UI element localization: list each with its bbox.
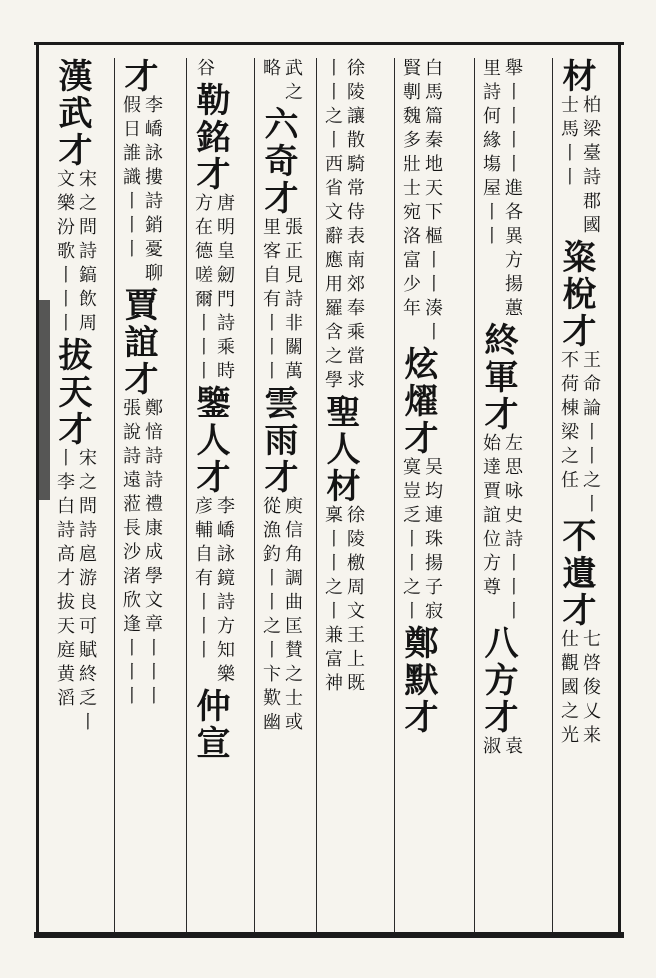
heading-term: 六奇才 [258, 106, 298, 217]
annotation-pair [398, 457, 442, 625]
heading-term: 賈誼才 [118, 287, 158, 398]
annotation-pair [258, 217, 302, 385]
annotation-pair [478, 736, 522, 760]
annotation-line: 徐陵檄周文王上既 [344, 505, 365, 697]
annotation-line: 張正見詩非關萬 [282, 217, 303, 385]
heading-term: 粢梲才 [556, 239, 596, 350]
annotation-line: 庾信角調曲匡賛之士或 [282, 496, 303, 736]
annotation-line: 李嶠詠摟詩銷憂聊 [142, 95, 163, 287]
heading-term: 聖人材 [320, 394, 360, 505]
annotation-line: 文樂汾歌丨丨丨 [54, 169, 75, 337]
annotation-pair [258, 496, 302, 736]
column-divider [552, 58, 553, 932]
heading-term: 雲雨才 [258, 385, 298, 496]
annotation-pair [320, 58, 364, 394]
annotation-line: 唐明皇劒門詩乘時 [214, 193, 235, 385]
text-column [478, 58, 522, 928]
text-column [320, 58, 364, 928]
text-column [52, 58, 96, 928]
annotation-line: 宋之問詩扈游良可賦終乏丨 [76, 448, 97, 736]
annotation-pair [118, 398, 162, 710]
annotation-line: 白馬篇秦地天下樞丨丨湊丨 [422, 58, 443, 346]
annotation-line: 賢剸魏多壯士宛洛富少年 [400, 58, 421, 322]
annotation-pair [258, 58, 302, 106]
annotation-pair [478, 58, 522, 322]
heading-term: 拔天才 [52, 337, 92, 448]
text-column [190, 58, 234, 928]
annotation-line: 仕觀國之光 [558, 629, 579, 749]
heading-term: 八方才 [478, 625, 518, 736]
column-divider [316, 58, 317, 932]
column-divider [474, 58, 475, 932]
right-border [618, 42, 621, 934]
heading-term: 仲宣 [190, 688, 230, 762]
annotation-pair [190, 496, 234, 688]
annotation-line: 始達賈誼位方尊 [480, 433, 501, 601]
annotation-line: 里詩何緣塲屋丨丨 [480, 58, 501, 250]
heading-term: 鑒人才 [190, 385, 230, 496]
top-border [34, 42, 624, 45]
annotation-line: 柏梁臺詩郡國 [580, 95, 601, 239]
annotation-line: 舉丨丨丨丨進各異方揚蕙 [502, 58, 523, 322]
annotation-line: 鄭愔詩詩禮康成學文章丨丨丨 [142, 398, 163, 710]
annotation-line: 袁 [502, 736, 523, 760]
heading-term: 終軍才 [478, 322, 518, 433]
annotation-pair [52, 169, 96, 337]
annotation-pair [52, 448, 96, 736]
text-column [398, 58, 442, 928]
annotation-pair [556, 350, 600, 518]
heading-term: 才 [118, 58, 158, 95]
annotation-pair [556, 95, 600, 239]
heading-term: 勒銘才 [190, 82, 230, 193]
text-column [556, 58, 600, 928]
annotation-line: 武之 [282, 58, 303, 106]
annotation-line: 吴均連珠揚子寂 [422, 457, 443, 625]
annotation-line: 丨丨之丨西省文辭應用羅含之學 [322, 58, 343, 394]
column-divider [394, 58, 395, 932]
left-border [36, 42, 39, 934]
annotation-line: 假日誰識丨丨丨 [120, 95, 141, 263]
annotation-line: 七啓俊乂来 [580, 629, 601, 749]
annotation-line: 彦輔自有丨丨丨 [192, 496, 213, 664]
bottom-border [34, 932, 624, 938]
annotation-line: 不荷棟梁之任 [558, 350, 579, 494]
annotation-pair [478, 433, 522, 625]
annotation-line: 淑 [480, 736, 501, 760]
heading-term: 漢武才 [52, 58, 92, 169]
column-divider [114, 58, 115, 932]
text-column [258, 58, 302, 928]
annotation-line: 徐陵讓散騎常侍表南郊奉乘當求 [344, 58, 365, 394]
annotation-line: 略 [260, 58, 281, 82]
annotation-pair [320, 505, 364, 697]
column-divider [186, 58, 187, 932]
annotation-pair [190, 58, 214, 82]
annotation-pair [556, 629, 600, 749]
annotation-line: 李嶠詠鏡詩方知樂 [214, 496, 235, 688]
annotation-line: 谷 [194, 58, 215, 82]
heading-term: 炫燿才 [398, 346, 438, 457]
heading-term: 鄭默才 [398, 625, 438, 736]
annotation-line: 丨李白詩高才拔天庭黄滔 [54, 448, 75, 712]
annotation-line: 里客自有丨丨丨 [260, 217, 281, 385]
annotation-pair [398, 58, 442, 346]
heading-term: 材 [556, 58, 596, 95]
column-divider [254, 58, 255, 932]
annotation-line: 士馬丨丨 [558, 95, 579, 191]
heading-term: 不遺才 [556, 518, 596, 629]
annotation-line: 稟丨丨之丨兼富神 [322, 505, 343, 697]
annotation-line: 方在德嗟爾丨丨丨 [192, 193, 213, 385]
annotation-line: 張說詩遠蒞長沙渚欣逢丨丨丨 [120, 398, 141, 710]
annotation-line: 王命論丨丨之丨 [580, 350, 601, 518]
text-column [118, 58, 162, 928]
annotation-line: 從漁釣丨丨之丨卞歎幽 [260, 496, 281, 736]
annotation-line: 宋之問詩鎬飲周 [76, 169, 97, 337]
annotation-pair [190, 193, 234, 385]
annotation-line: 寞豈乏丨丨之丨 [400, 457, 421, 625]
annotation-line: 左思咏史詩丨丨丨 [502, 433, 523, 625]
annotation-pair [118, 95, 162, 287]
